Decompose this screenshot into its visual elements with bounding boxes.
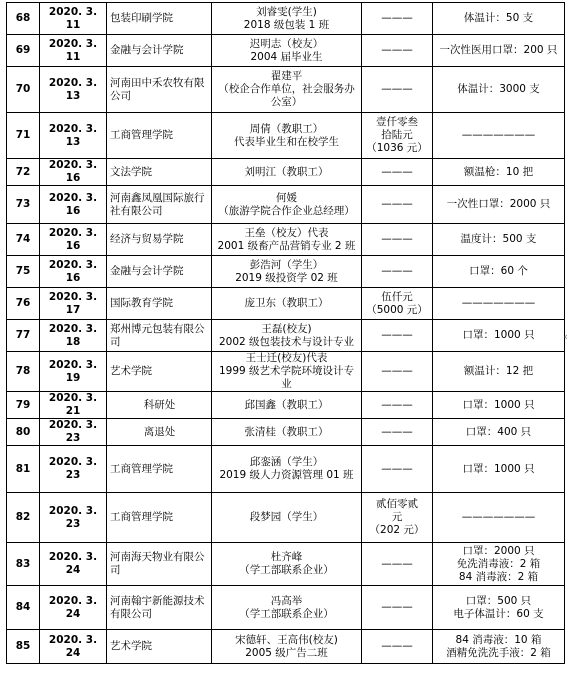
unit-cell: 郑州博元包装有限公司 <box>107 320 212 352</box>
table-row <box>7 3 565 35</box>
goods-cell <box>433 446 565 493</box>
money-cell <box>362 446 433 493</box>
goods-cell-line: 84 消毒液：10 箱 <box>455 633 542 646</box>
table-row <box>7 493 565 543</box>
date-cell: 2020. 3. 13 <box>40 113 107 159</box>
row-number-cell: 71 <box>7 113 40 159</box>
donor-cell-line: 周倩（教职工） <box>249 122 324 135</box>
goods-cell <box>433 113 565 159</box>
row-number-cell: 70 <box>7 67 40 113</box>
unit-cell: 经济与贸易学院 <box>107 224 212 256</box>
table-row <box>7 159 565 186</box>
donor-cell <box>212 419 362 446</box>
row-number-cell: 82 <box>7 493 40 543</box>
donor-cell <box>212 35 362 67</box>
goods-cell <box>433 224 565 256</box>
goods-cell-line: 口罩：1000 只 <box>462 462 535 475</box>
goods-cell-line: ——————— <box>461 129 536 141</box>
donor-cell-line: （学工部联系企业） <box>239 607 334 620</box>
goods-cell <box>433 419 565 446</box>
goods-cell-line: 口罩：1000 只 <box>462 398 535 411</box>
unit-cell: 艺术学院 <box>107 352 212 392</box>
donor-cell-line: 2019 级人力资源管理 01 班 <box>219 469 354 481</box>
money-cell-line: （202 元） <box>369 524 425 536</box>
money-cell-line: ——— <box>381 83 413 95</box>
donor-cell <box>212 159 362 186</box>
table-row <box>7 630 565 664</box>
goods-cell-line: ——————— <box>461 511 536 523</box>
goods-cell <box>433 586 565 630</box>
money-cell <box>362 67 433 113</box>
row-number-cell: 85 <box>7 630 40 664</box>
row-number-cell: 84 <box>7 586 40 630</box>
money-cell <box>362 493 433 543</box>
goods-cell <box>433 256 565 288</box>
goods-cell <box>433 186 565 224</box>
goods-cell <box>433 288 565 320</box>
goods-cell <box>433 352 565 392</box>
donor-cell <box>212 493 362 543</box>
donor-cell-line: 2018 级包装 1 班 <box>243 18 330 31</box>
donor-cell-line: 段梦园（学生） <box>249 511 324 523</box>
row-number-cell: 72 <box>7 159 40 186</box>
row-number-cell: 80 <box>7 419 40 446</box>
donor-cell-line: 2001 级畜产品营销专业 2 班 <box>217 239 356 252</box>
table-row <box>7 186 565 224</box>
goods-cell-line: 电子体温计：60 支 <box>453 607 544 620</box>
money-cell-line: ——— <box>381 165 413 178</box>
donor-cell-line: （旅游学院合作企业总经理） <box>218 204 355 217</box>
money-cell-line: ——— <box>381 365 413 377</box>
goods-cell <box>433 392 565 419</box>
unit-cell: 河南鑫凤凰国际旅行社有限公司 <box>107 186 212 224</box>
unit-cell: 艺术学院 <box>107 630 212 664</box>
date-cell: 2020. 3. 16 <box>40 224 107 256</box>
table-row <box>7 446 565 493</box>
unit-cell: 包装印刷学院 <box>107 3 212 35</box>
goods-cell-line: 口罩：60 个 <box>469 265 528 277</box>
money-cell <box>362 224 433 256</box>
row-number-cell: 74 <box>7 224 40 256</box>
date-cell: 2020. 3. 24 <box>40 543 107 586</box>
date-cell: 2020. 3. 18 <box>40 320 107 352</box>
unit-cell: 河南田中禾农牧有限公司 <box>107 67 212 113</box>
date-cell: 2020. 3. 16 <box>40 256 107 288</box>
date-cell: 2020. 3. 24 <box>40 586 107 630</box>
table-row <box>7 320 565 352</box>
unit-cell: 工商管理学院 <box>107 493 212 543</box>
donor-cell-line: 王磊(校友) <box>261 322 312 335</box>
goods-cell-line: 一次性医用口罩：200 只 <box>439 44 558 56</box>
donor-cell <box>212 113 362 159</box>
money-cell-line: ——— <box>381 398 413 411</box>
donor-cell <box>212 288 362 320</box>
money-cell-line: ——— <box>381 198 413 210</box>
date-cell: 2020. 3. 24 <box>40 630 107 664</box>
donor-cell-line: 2004 届毕业生 <box>250 50 323 63</box>
money-cell-line: ——— <box>381 557 413 570</box>
money-cell <box>362 419 433 446</box>
goods-cell <box>433 159 565 186</box>
money-cell-line: ——— <box>381 44 413 56</box>
money-cell <box>362 256 433 288</box>
money-cell-line: ——— <box>381 640 413 652</box>
donor-cell-line: 何媛 <box>276 191 297 204</box>
row-number-cell: 77 <box>7 320 40 352</box>
goods-cell <box>433 67 565 113</box>
goods-cell-line: 免洗消毒液：2 箱 <box>456 557 541 570</box>
donor-cell-line: 彭浩河（学生） <box>249 258 324 271</box>
unit-cell: 工商管理学院 <box>107 446 212 493</box>
donor-cell-line: 代表毕业生和在校学生 <box>234 135 339 148</box>
table-row <box>7 35 565 67</box>
money-cell-line: （1036 元） <box>366 142 428 154</box>
donor-cell <box>212 224 362 256</box>
money-cell-line: 拾陆元 <box>381 129 413 141</box>
table-row <box>7 543 565 586</box>
donation-table <box>6 2 565 664</box>
donor-cell-line: （校企合作单位，社会服务办公室） <box>218 83 355 108</box>
donor-cell-line: 张清桂（教职工） <box>244 425 329 438</box>
money-cell <box>362 320 433 352</box>
goods-cell-line: 体温计：3000 支 <box>457 83 540 95</box>
donor-cell <box>212 352 362 392</box>
table-row <box>7 256 565 288</box>
goods-cell-line: 口罩：400 只 <box>465 425 532 438</box>
table-row <box>7 113 565 159</box>
goods-cell-line: 酒精免洗洗手液：2 箱 <box>446 646 551 659</box>
money-cell <box>362 630 433 664</box>
date-cell: 2020. 3. 11 <box>40 35 107 67</box>
unit-cell: 河南翰宇新能源技术有限公司 <box>107 586 212 630</box>
table-row <box>7 419 565 446</box>
donor-cell <box>212 256 362 288</box>
date-cell: 2020. 3. 11 <box>40 3 107 35</box>
row-number-cell: 68 <box>7 3 40 35</box>
donor-cell <box>212 446 362 493</box>
unit-cell: 科研处 <box>107 392 212 419</box>
table-row <box>7 352 565 392</box>
donor-cell-line: 邱銮涵（学生） <box>249 456 324 468</box>
row-number-cell: 69 <box>7 35 40 67</box>
goods-cell <box>433 3 565 35</box>
money-cell-line: 壹仟零叁 <box>376 116 418 128</box>
donor-cell-line: 迟明志（校友） <box>249 37 324 50</box>
money-cell <box>362 586 433 630</box>
row-number-cell: 78 <box>7 352 40 392</box>
money-cell <box>362 159 433 186</box>
table-row <box>7 392 565 419</box>
money-cell-line: ——— <box>381 233 413 245</box>
donor-cell-line: 2005 级广告二班 <box>245 646 328 659</box>
donor-cell-line: 2002 级包装技术与设计专业 <box>218 335 355 348</box>
donor-cell <box>212 320 362 352</box>
donor-cell <box>212 3 362 35</box>
goods-cell-line: 口罩：2000 只 <box>462 544 535 557</box>
donor-cell-line: （学工部联系企业） <box>239 564 334 576</box>
date-cell: 2020. 3. 23 <box>40 419 107 446</box>
unit-cell: 离退处 <box>107 419 212 446</box>
money-cell <box>362 543 433 586</box>
date-cell: 2020. 3. 23 <box>40 446 107 493</box>
money-cell-line: ——— <box>381 329 413 341</box>
money-cell-line: （5000 元） <box>366 303 428 316</box>
goods-cell-line: 84 消毒液：2 箱 <box>458 570 539 583</box>
donor-cell-line: 刘明江（教职工） <box>244 165 329 178</box>
donor-cell-line: 冯高举 <box>270 594 303 607</box>
donor-cell-line: 邱国鑫（教职工） <box>244 398 329 411</box>
goods-cell <box>433 630 565 664</box>
table-row <box>7 288 565 320</box>
donor-cell <box>212 586 362 630</box>
goods-cell-line: 一次性口罩：2000 只 <box>446 198 551 210</box>
date-cell: 2020. 3. 16 <box>40 159 107 186</box>
date-cell: 2020. 3. 23 <box>40 493 107 543</box>
money-cell <box>362 352 433 392</box>
donor-cell-line: 1999 级艺术学院环境设计专业 <box>218 365 355 390</box>
money-cell <box>362 288 433 320</box>
money-cell <box>362 186 433 224</box>
goods-cell <box>433 35 565 67</box>
row-number-cell: 83 <box>7 543 40 586</box>
date-cell: 2020. 3. 17 <box>40 288 107 320</box>
goods-cell-line: 口罩：1000 只 <box>462 329 535 341</box>
row-number-cell: 75 <box>7 256 40 288</box>
goods-cell-line: 额温枪：10 把 <box>463 165 534 178</box>
date-cell: 2020. 3. 21 <box>40 392 107 419</box>
table-row <box>7 586 565 630</box>
money-cell <box>362 35 433 67</box>
row-number-cell: 79 <box>7 392 40 419</box>
row-number-cell: 81 <box>7 446 40 493</box>
donation-table-body <box>7 3 565 664</box>
goods-cell-line: 口罩：500 只 <box>465 594 532 607</box>
donor-cell <box>212 67 362 113</box>
money-cell-line: ——— <box>381 265 413 277</box>
goods-cell <box>433 543 565 586</box>
goods-cell-line: 体温计：50 支 <box>463 12 534 24</box>
money-cell-line: ——— <box>381 425 413 438</box>
money-cell-line: ——— <box>381 601 413 613</box>
donor-cell-line: 2019 级投资学 02 班 <box>235 271 338 284</box>
donor-cell-line: 王垒（校友）代表 <box>244 226 329 239</box>
unit-cell: 工商管理学院 <box>107 113 212 159</box>
unit-cell: 国际教育学院 <box>107 288 212 320</box>
unit-cell: 金融与会计学院 <box>107 256 212 288</box>
unit-cell: 文法学院 <box>107 159 212 186</box>
unit-cell: 河南海天物业有限公司 <box>107 543 212 586</box>
goods-cell-line: 额温计：12 把 <box>463 365 534 377</box>
donor-cell <box>212 186 362 224</box>
row-number-cell: 76 <box>7 288 40 320</box>
table-row <box>7 224 565 256</box>
scroll-caret-icon[interactable]: ‹ <box>563 330 568 343</box>
donor-cell-line: 王士迁(校友)代表 <box>245 352 328 364</box>
donor-cell <box>212 630 362 664</box>
donor-cell-line: 庞卫东（教职工） <box>244 297 329 309</box>
donor-cell-line: 宋德轩、王高伟(校友) <box>235 633 338 646</box>
money-cell <box>362 3 433 35</box>
donor-cell <box>212 543 362 586</box>
money-cell-line: 伍仟元 <box>381 290 413 303</box>
donor-cell-line: 刘睿雯(学生) <box>256 5 317 18</box>
donor-cell-line: 杜齐峰 <box>270 551 303 563</box>
goods-cell-line: 温度计：500 支 <box>460 233 537 245</box>
donor-cell-line: 翟建平 <box>270 70 303 82</box>
money-cell-line: 元 <box>391 511 403 523</box>
money-cell <box>362 392 433 419</box>
date-cell: 2020. 3. 13 <box>40 67 107 113</box>
donor-cell <box>212 392 362 419</box>
money-cell-line: ——— <box>381 12 413 24</box>
date-cell: 2020. 3. 16 <box>40 186 107 224</box>
goods-cell-line: ——————— <box>461 297 536 309</box>
goods-cell <box>433 493 565 543</box>
table-row <box>7 67 565 113</box>
money-cell <box>362 113 433 159</box>
money-cell-line: ——— <box>381 462 413 475</box>
row-number-cell: 73 <box>7 186 40 224</box>
unit-cell: 金融与会计学院 <box>107 35 212 67</box>
money-cell-line: 贰佰零贰 <box>376 498 418 510</box>
goods-cell <box>433 320 565 352</box>
date-cell: 2020. 3. 19 <box>40 352 107 392</box>
